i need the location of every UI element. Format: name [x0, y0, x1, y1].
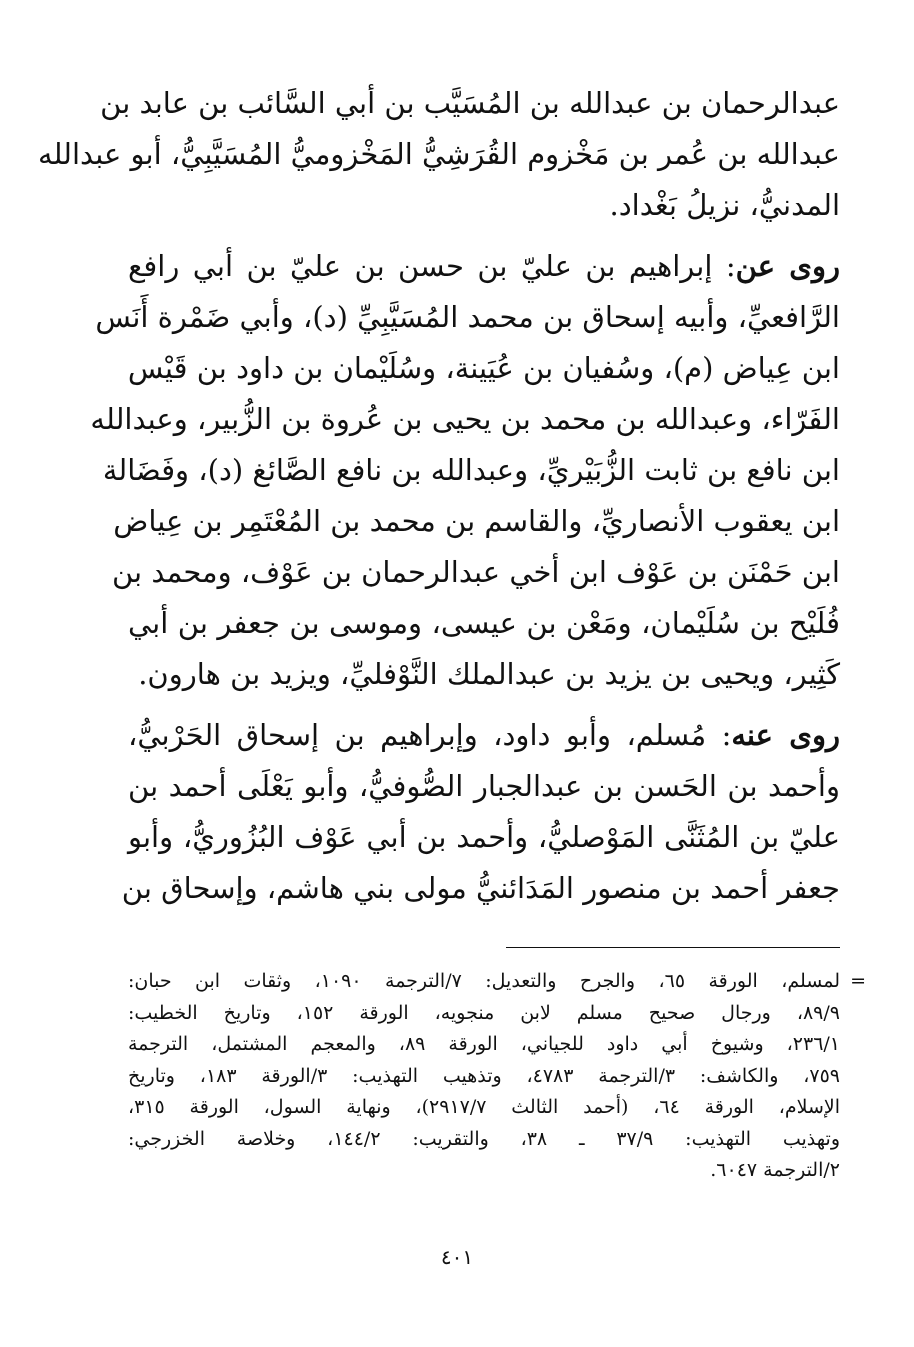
footnote-line: ٨٩/٩، ورجال صحيح مسلم لابن منجويه، الورقة ١٥٢، وتاريخ الخطيب: [128, 1001, 840, 1024]
text-line-rest: : إبراهيم بن عليّ بن حسن بن عليّ بن أبي رافع [128, 249, 736, 283]
footnote-line: وتهذيب التهذيب: ٣٧/٩ ـ ٣٨، والتقريب: ١٤٤/٢، وخلاصة الخزرجي: [128, 1127, 840, 1150]
footnote-line: ٢٣٦/١، وشيوخ أبي داود للجياني، الورقة ٨٩، والمعجم المشتمل، الترجمة [128, 1033, 841, 1055]
text-line: ابن يعقوب الأنصاريِّ، والقاسم بن محمد بن المُعْتَمِر بن عِياض [113, 504, 840, 538]
paragraph-name-lineage [38, 78, 840, 231]
paragraph-narrated-from [90, 241, 840, 700]
text-line: عليّ بن المُثَنَّى المَوْصليُّ، وأحمد بن أبي عَوْف البُزُوريُّ، وأبو [128, 820, 840, 854]
text-line: وأحمد بن الحَسن بن عبدالجبار الصُّوفيُّ، وأبو يَعْلَى أحمد بن [128, 769, 840, 803]
footnote-separator [506, 947, 840, 948]
text-line: المدنيُّ، نزيلُ بَغْداد. [609, 188, 840, 222]
text-line: كَثِير، ويحيى بن يزيد بن عبدالملك النَّوْفليِّ، ويزيد بن هارون. [138, 657, 840, 691]
page-number: ٤٠١ [440, 1245, 474, 1269]
text-line: ابن عِياض (م)، وسُفيان بن عُيَينة، وسُلَيْمان بن داود بن قَيْس [127, 351, 840, 385]
text-line: ابن حَمْنَن بن عَوْف ابن أخي عبدالرحمان بن عَوْف، ومحمد بن [111, 555, 840, 589]
footnote-continuation-marker: = [850, 970, 866, 992]
text-line-rest: : مُسلم، وأبو داود، وإبراهيم بن إسحاق الحَرْبيُّ، [128, 718, 732, 752]
text-line: الرَّافعيِّ، وأبيه إسحاق بن محمد المُسَيَّبِيِّ (د)، وأبي ضَمْرة أَنَس [95, 300, 840, 334]
section-lead-narrated-by: روى عنه [731, 718, 841, 752]
footnote-line: الإسلام، الورقة ٦٤، (أحمد الثالث ٢٩١٧/٧)، ونهاية السول، الورقة ٣١٥، [128, 1096, 840, 1118]
text-line: ابن نافع بن ثابت الزُّبَيْريِّ، وعبدالله بن نافع الصَّائغ (د)، وفَضَالة [102, 453, 840, 487]
footnote-line: ٢/الترجمة ٦٠٤٧. [710, 1159, 840, 1181]
text-line [128, 241, 840, 292]
text-line: جعفر أحمد بن منصور المَدَائنيُّ مولى بني هاشم، وإسحاق بن [121, 871, 840, 905]
text-line: عبدالله بن عُمر بن مَخْزوم القُرَشِيُّ المَخْزوميُّ المُسَيَّبِيُّ، أبو عبدالله [38, 137, 840, 171]
text-line: عبدالرحمان بن عبدالله بن المُسَيَّب بن أبي السَّائب بن عابد بن [100, 86, 840, 120]
footnote-line: لمسلم، الورقة ٦٥، والجرح والتعديل: ٧/الترجمة ١٠٩٠، وثقات ابن حبان: [128, 970, 840, 992]
text-line: الفَرّاء، وعبدالله بن محمد بن يحيى بن عُروة بن الزُّبير، وعبدالله [90, 402, 840, 436]
section-lead-narrated-from: روى عن [735, 249, 840, 283]
paragraph-narrated-by [121, 710, 841, 914]
main-text [38, 78, 841, 924]
footnotes [128, 966, 866, 1187]
text-line: فُلَيْح بن سُلَيْمان، ومَعْن بن عيسى، وموسى بن جعفر بن أبي [128, 606, 840, 640]
footnote-line: ٧٥٩، والكاشف: ٣/الترجمة ٤٧٨٣، وتذهيب التهذيب: ٣/الورقة ١٨٣، وتاريخ [128, 1064, 840, 1087]
text-line [128, 710, 840, 761]
